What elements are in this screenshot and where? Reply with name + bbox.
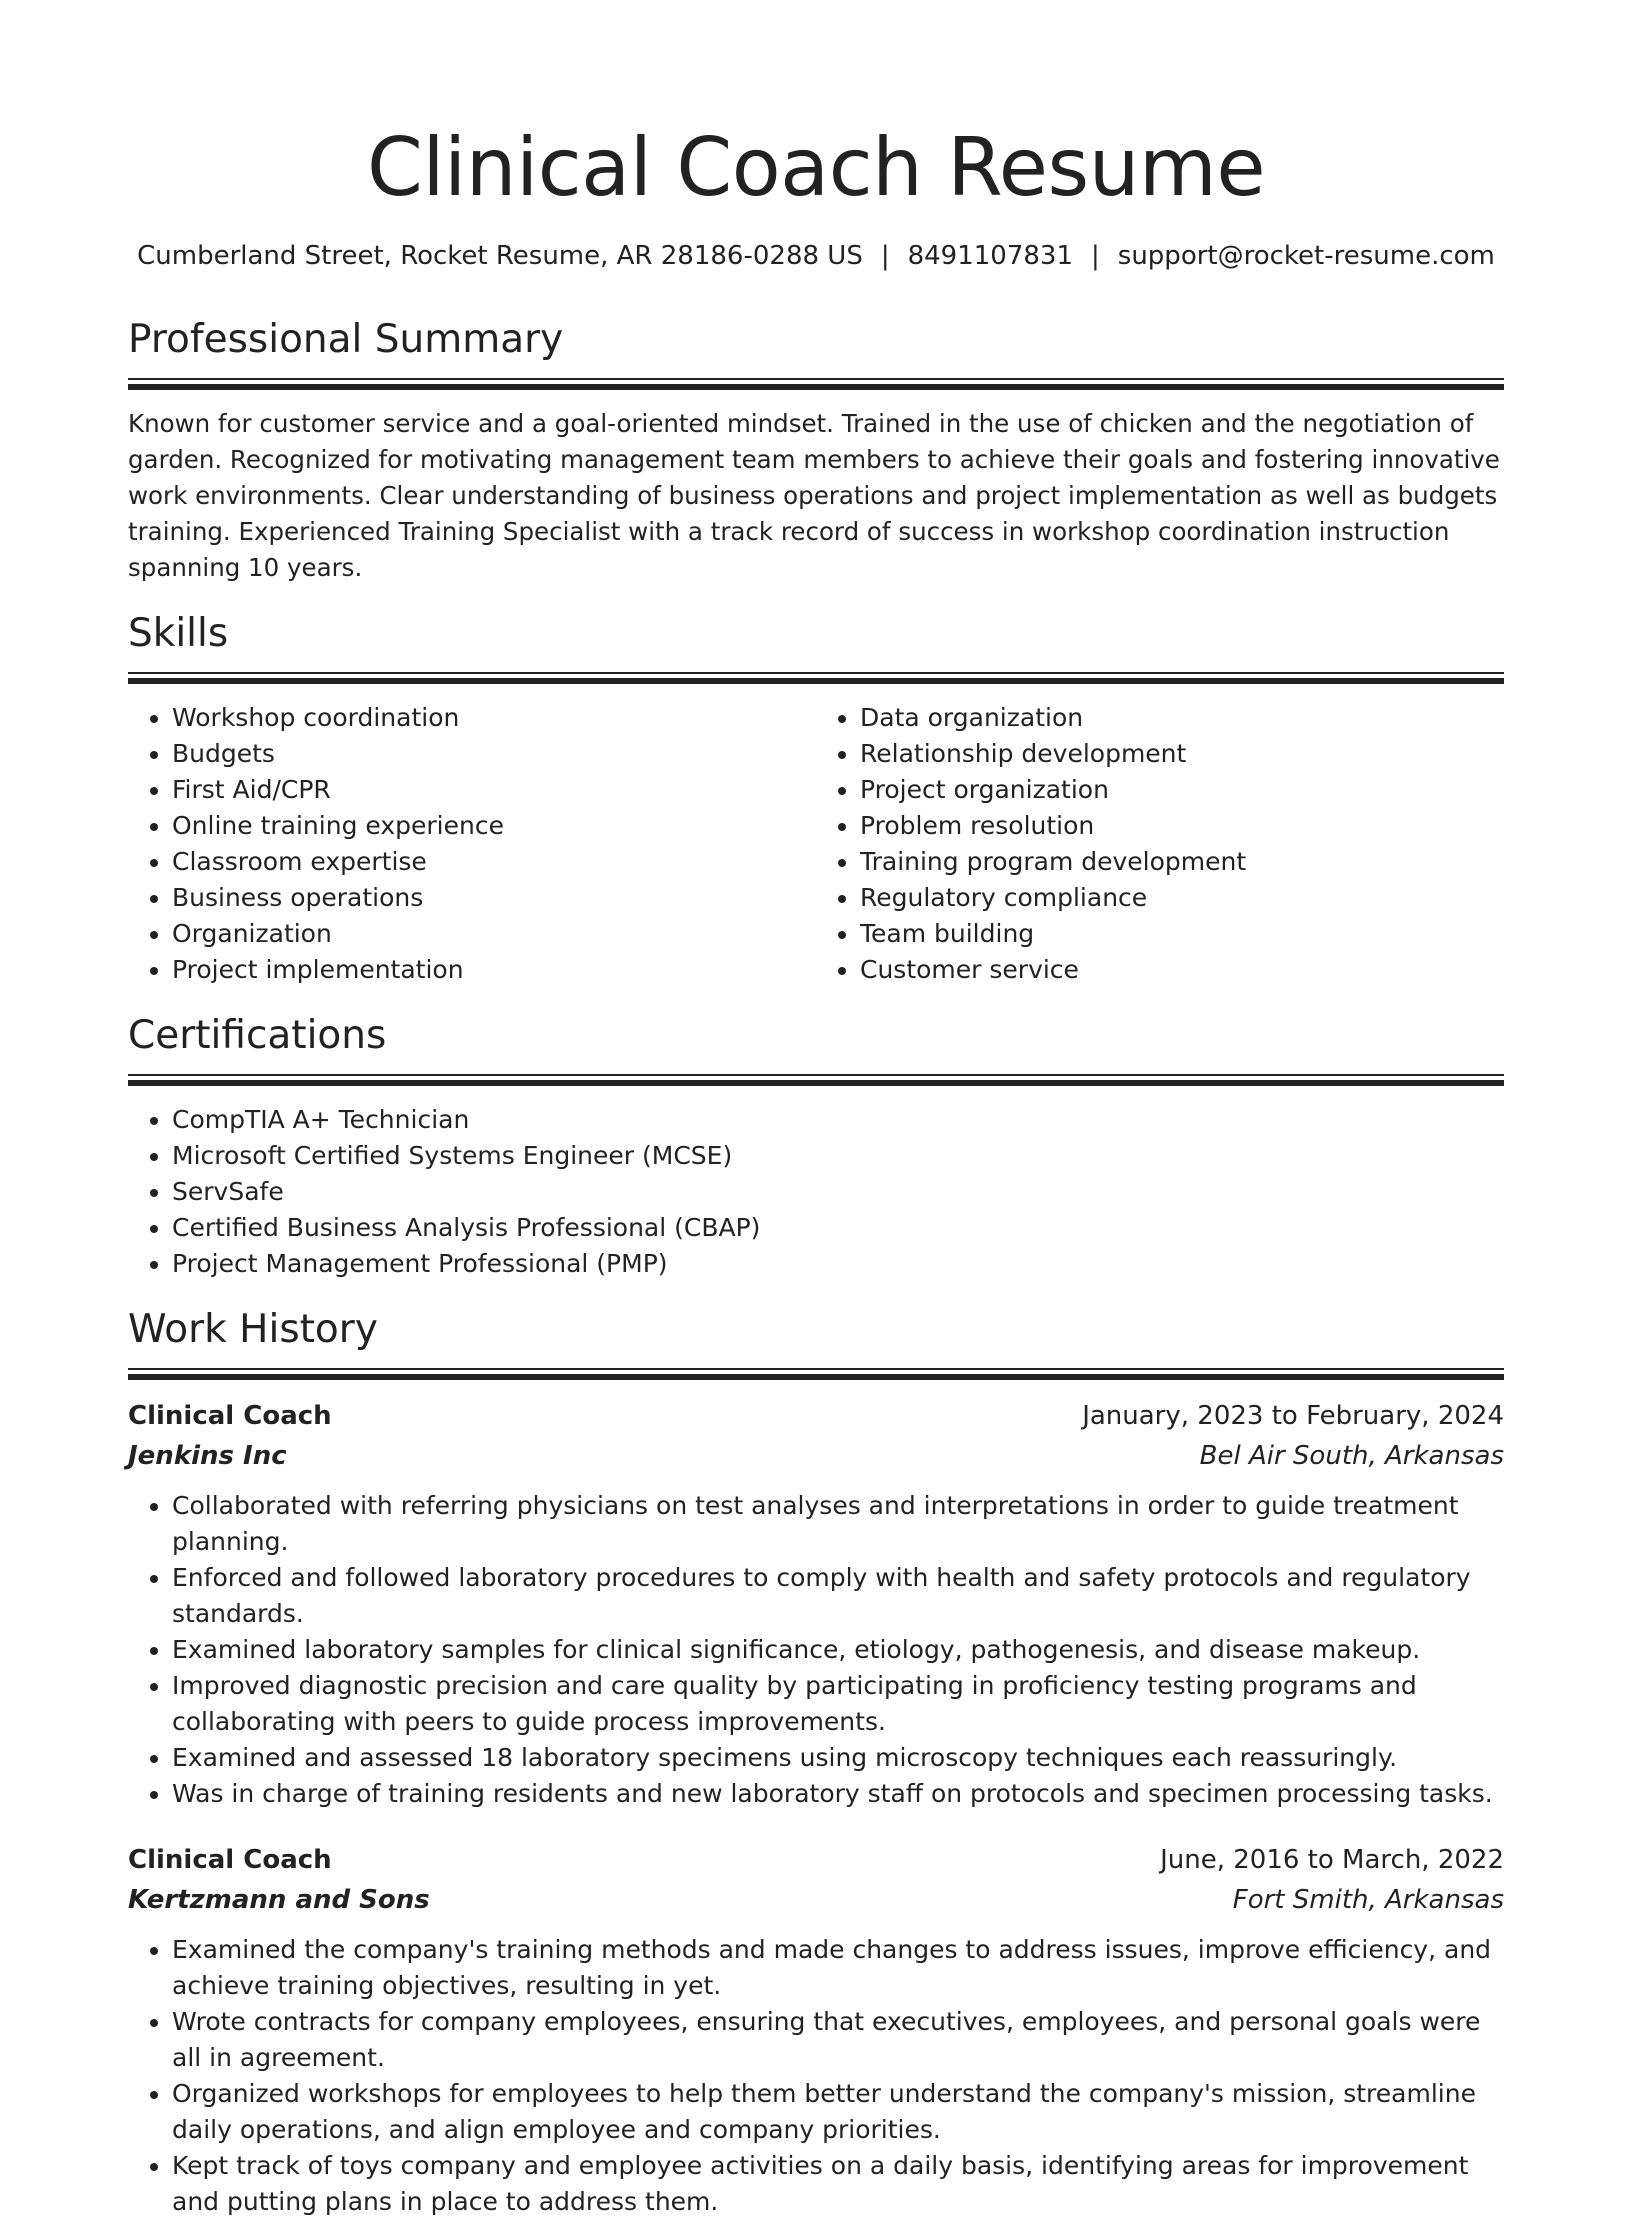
job-header: [128, 1840, 1504, 1880]
job-location: Fort Smith, Arkansas: [1232, 1885, 1504, 1915]
work-history-section: [128, 1306, 1504, 2220]
certification-item: • ServSafe: [172, 1174, 1504, 1210]
job-bullet: • Was in charge of training residents and new laboratory staff on protocols and specimen processing tasks.: [172, 1776, 1504, 1812]
resume-title: Clinical Coach Resume: [366, 121, 1266, 214]
resume-content: [128, 316, 1504, 2220]
job-entry: [128, 1396, 1504, 1812]
job-location: Bel Air South, Arkansas: [1199, 1441, 1504, 1471]
job-bullet: • Collaborated with referring physicians on test analyses and interpretations in order to guide treatment planning.: [172, 1488, 1504, 1560]
job-company: Kertzmann and Sons: [128, 1885, 430, 1915]
section-divider: [128, 672, 1504, 684]
certifications-section: [128, 1012, 1504, 1282]
skill-item: • Online training experience: [172, 808, 816, 844]
contact-line: [0, 238, 1632, 274]
job-bullet: • Examined laboratory samples for clinical significance, etiology, pathogenesis, and disease makeup.: [172, 1632, 1504, 1668]
summary-text: Known for customer service and a goal-oriented mindset. Trained in the use of chicken and the negotiation of garden. Recognized for motivating management team members to achieve their goals and fostering innovative work environments. Clear understanding of business operations and project implementation as well as budgets training. Experienced Training Specialist with a track record of success in workshop coordination instruction spanning 10 years.: [128, 409, 1500, 582]
summary-section: [128, 316, 1504, 586]
section-heading-certifications: Certifications: [128, 1013, 387, 1058]
skill-item: • Regulatory compliance: [860, 880, 1504, 916]
section-heading-work-history: Work History: [128, 1307, 378, 1352]
job-bullet: • Examined and assessed 18 laboratory specimens using microscopy techniques each reassuringly.: [172, 1740, 1504, 1776]
skill-item: • Business operations: [172, 880, 816, 916]
contact-phone: 8491107831: [907, 241, 1074, 271]
job-bullet: • Kept track of toys company and employee activities on a daily basis, identifying areas for improvement and putting plans in place to address them.: [172, 2148, 1504, 2220]
skill-item: • Data organization: [860, 700, 1504, 736]
contact-separator: |: [880, 241, 890, 271]
skill-item: • Relationship development: [860, 736, 1504, 772]
certification-item: • Certified Business Analysis Professional (CBAP): [172, 1210, 1504, 1246]
job-header: [128, 1396, 1504, 1436]
job-company: Jenkins Inc: [128, 1441, 287, 1471]
job-bullets: [128, 1932, 1504, 2220]
section-heading-skills: Skills: [128, 611, 229, 656]
contact-separator: |: [1091, 241, 1100, 271]
skill-item: • Training program development: [860, 844, 1504, 880]
job-bullet: • Improved diagnostic precision and care quality by participating in proficiency testing programs and collaborating with peers to guide process improvements.: [172, 1668, 1504, 1740]
section-divider: [128, 1074, 1504, 1086]
certifications-list: [128, 1102, 1504, 1282]
skill-item: • Project organization: [860, 772, 1504, 808]
contact-address: Cumberland Street, Rocket Resume, AR 28186-0288 US: [137, 241, 863, 271]
skill-item: • Budgets: [172, 736, 816, 772]
skill-item: • Customer service: [860, 952, 1504, 988]
skill-item: • Classroom expertise: [172, 844, 816, 880]
job-title: Clinical Coach: [128, 1401, 332, 1431]
skills-section: [128, 610, 1504, 988]
skills-list-right: [816, 700, 1504, 988]
job-title: Clinical Coach: [128, 1845, 332, 1875]
section-heading-summary: Professional Summary: [128, 317, 564, 362]
job-bullet: • Organized workshops for employees to help them better understand the company's mission, streamline daily operations, and align employee and company priorities.: [172, 2076, 1504, 2148]
skill-item: • Problem resolution: [860, 808, 1504, 844]
skills-grid: [128, 700, 1504, 988]
section-divider: [128, 1368, 1504, 1380]
job-bullet: • Wrote contracts for company employees, ensuring that executives, employees, and personal goals were all in agreement.: [172, 2004, 1504, 2076]
section-divider: [128, 378, 1504, 390]
job-subheader: [128, 1436, 1504, 1476]
skill-item: • Project implementation: [172, 952, 816, 988]
skill-item: • Team building: [860, 916, 1504, 952]
job-bullets: [128, 1488, 1504, 1812]
certification-item: • Microsoft Certified Systems Engineer (MCSE): [172, 1138, 1504, 1174]
skills-list-left: [128, 700, 816, 988]
contact-email: support@rocket-resume.com: [1117, 241, 1495, 271]
skill-item: • Workshop coordination: [172, 700, 816, 736]
certification-item: • CompTIA A+ Technician: [172, 1102, 1504, 1138]
job-dates: January, 2023 to February, 2024: [1082, 1401, 1504, 1431]
job-entry: [128, 1840, 1504, 2220]
job-bullet: • Examined the company's training methods and made changes to address issues, improve efficiency, and achieve training objectives, resulting in yet.: [172, 1932, 1504, 2004]
skill-item: • Organization: [172, 916, 816, 952]
job-dates: June, 2016 to March, 2022: [1160, 1845, 1504, 1875]
job-subheader: [128, 1880, 1504, 1920]
skill-item: • First Aid/CPR: [172, 772, 816, 808]
certification-item: • Project Management Professional (PMP): [172, 1246, 1504, 1282]
job-bullet: • Enforced and followed laboratory procedures to comply with health and safety protocols and regulatory standards.: [172, 1560, 1504, 1632]
